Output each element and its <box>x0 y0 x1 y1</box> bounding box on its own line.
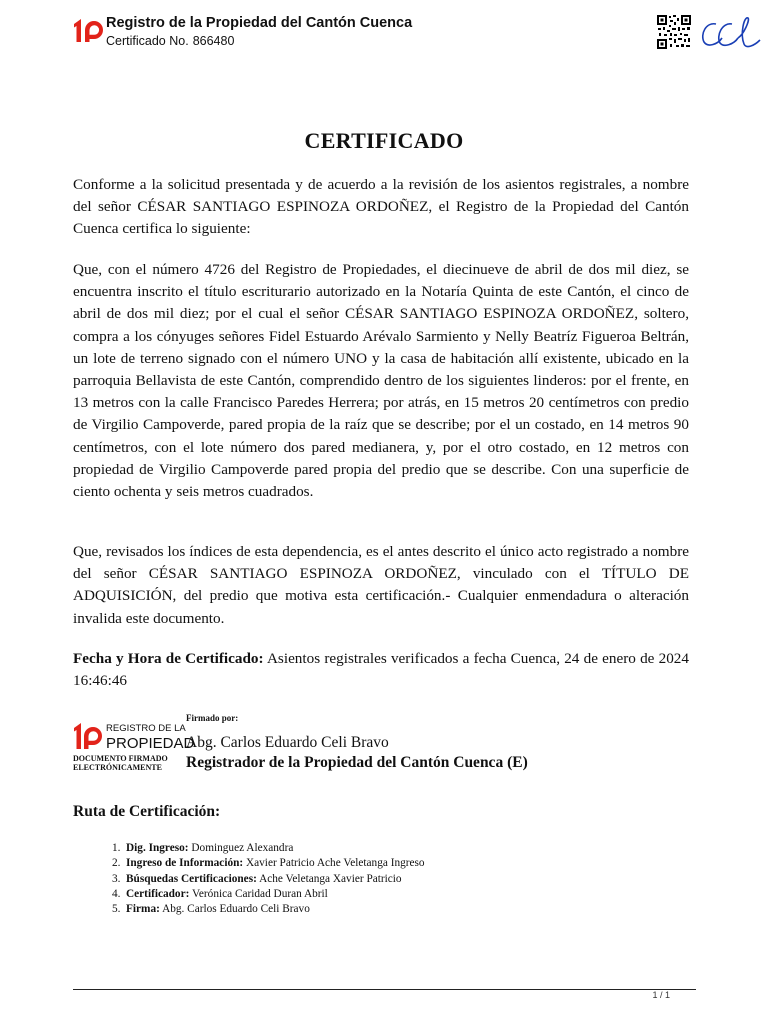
route-item-value: Dominguez Alexandra <box>191 842 294 854</box>
list-item <box>112 856 425 871</box>
list-item <box>112 841 425 856</box>
signer-name: Abg. Carlos Eduardo Celi Bravo <box>186 734 389 751</box>
route-item-value: Ache Veletanga Xavier Patricio <box>259 872 402 885</box>
certificate-datetime <box>73 648 689 692</box>
route-item-number: 4. <box>112 887 121 900</box>
list-item <box>112 902 425 917</box>
certificate-number-value: 866480 <box>192 34 235 48</box>
footer-divider <box>73 989 696 990</box>
route-item-number: 1. <box>112 842 121 854</box>
datetime-label: Fecha y Hora de Certificado: <box>73 650 264 667</box>
signature-block <box>73 713 689 781</box>
handwritten-signature-icon <box>698 14 768 54</box>
route-item-value: Abg. Carlos Eduardo Celi Bravo <box>162 903 310 916</box>
signed-by-label: Firmado por: <box>186 713 239 723</box>
route-item-number: 3. <box>112 872 121 885</box>
route-item-label: Dig. Ingreso: <box>126 842 189 854</box>
route-item-number: 5. <box>112 903 121 916</box>
datetime-text: Asientos registrales verificados a fecha Cuenca, 24 de enero de 2024 16:46:46 <box>73 650 689 690</box>
logo-line-1: REGISTRO DE LA <box>106 723 186 734</box>
route-title: Ruta de Certificación: <box>73 803 221 820</box>
page-number: 1 / 1 <box>652 990 670 1000</box>
document-title: CERTIFICADO <box>304 128 464 153</box>
signer-role: Registrador de la Propiedad del Cantón Cuenca (E) <box>186 754 528 771</box>
registry-propiedad-logo-icon <box>73 719 195 753</box>
property-description-paragraph: Que, con el número 4726 del Registro de Propiedades, el diecinueve de abril de dos mil diez, se encuentra inscrito el título escriturario autorizado en la Notaría Quinta de este Cantón, el cinco de abril de dos mil diez; por el cual el señor CÉSAR SANTIAGO ESPINOZA ORDOÑEZ, soltero, compra a los cónyuges señores Fidel Estuardo Arévalo Sarmiento y Nelly Beatríz Figueroa Beltrán, un lote de terreno signado con el número UNO y la casa de habitación allí existente, ubicado en la parroquia Bellavista de este Cantón, comprendido dentro de los siguientes linderos: por el frente, en 13 metros con la calle Francisco Paredes Herrera; por atrás, en 15 metros 20 centímetros con predio de Virgilio Campoverde, pared propia de la raíz que se describe; por el un costado, en 14 metros 90 centímetros, con el lote número dos pared medianera, y, por el otro costado, en 12 metros con propiedad de Virgilio Campoverde pared propia del predio que se describe. Con una superficie de ciento ochenta y seis metros cuadrados. <box>73 261 689 501</box>
route-list <box>112 841 425 917</box>
route-item-number: 2. <box>112 857 121 870</box>
logo-line-2: PROPIEDAD <box>106 735 195 752</box>
list-item <box>112 887 425 902</box>
certificate-number-label: Certificado No. <box>106 34 189 48</box>
certificate-number <box>106 34 238 48</box>
registry-name: Registro de la Propiedad del Cantón Cuenca <box>106 15 413 31</box>
qr-code-icon <box>656 14 692 50</box>
list-item <box>112 872 425 887</box>
route-item-label: Búsquedas Certificaciones: <box>126 872 257 885</box>
route-item-value: Verónica Caridad Duran Abril <box>191 887 328 900</box>
route-item-value: Xavier Patricio Ache Veletanga Ingreso <box>245 857 425 870</box>
route-item-label: Firma: <box>126 903 160 916</box>
verification-paragraph: Que, revisados los índices de esta dependencia, es el antes descrito el único acto registrado a nombre del señor CÉSAR SANTIAGO ESPINOZA ORDOÑEZ, vinculado con el TÍTULO DE ADQUISICIÓN, del predio que motiva esta certificación.- Cualquier enmendadura o alteración invalida este documento. <box>73 543 689 627</box>
registry-logo-icon <box>72 16 104 44</box>
electronic-signature-note: DOCUMENTO FIRMADO ELECTRÓNICAMENTE <box>73 754 168 772</box>
route-item-label: Certificador: <box>126 887 190 900</box>
page-header <box>72 14 696 54</box>
route-item-label: Ingreso de Información: <box>126 857 244 870</box>
intro-paragraph: Conforme a la solicitud presentada y de acuerdo a la revisión de los asientos registrales, a nombre del señor CÉSAR SANTIAGO ESPINOZA ORDOÑEZ, el Registro de la Propiedad del Cantón Cuenca certifica lo siguiente: <box>73 176 689 238</box>
